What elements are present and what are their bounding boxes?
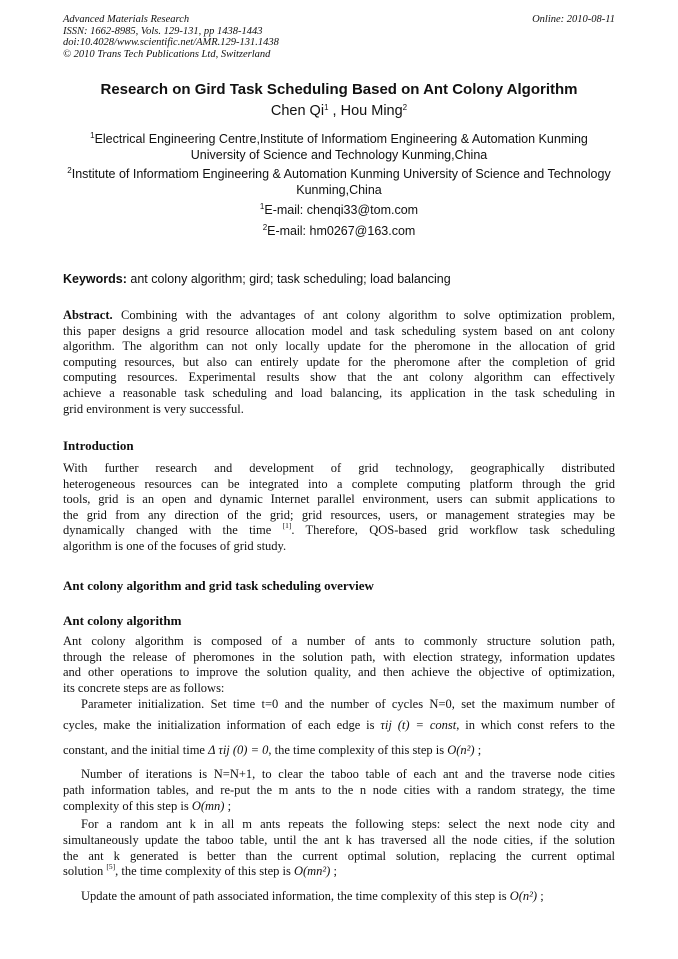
math-formula: O(n²) xyxy=(447,743,475,757)
math-formula: τij (t) = const xyxy=(380,718,457,732)
step-2-cont xyxy=(63,783,615,814)
affiliation-2-line2: Kunming,China xyxy=(296,183,382,197)
email-1-sup: 1 xyxy=(259,202,265,211)
intro-line: algorithm is one of the focuses of grid study. xyxy=(63,538,287,553)
keywords-text: ant colony algorithm; gird; task scheduling; load balancing xyxy=(126,272,451,286)
step-1-line: Parameter initialization. Set time t=0 and the number of cycles N=0, set the maximum number of xyxy=(81,697,615,711)
affiliation-2-sup: 2 xyxy=(67,166,72,175)
step-2-line: Number of iterations is N=N+1, to clear the taboo table of each ant and the traverse node cities xyxy=(81,767,615,781)
author-1-sup: 1 xyxy=(324,103,329,112)
email-1 xyxy=(0,203,678,217)
online-date: Online: 2010-08-11 xyxy=(532,14,615,25)
citation-ref: [1] xyxy=(282,521,292,531)
introduction-heading: Introduction xyxy=(63,438,134,453)
step-4-line: Update the amount of path associated information, the time complexity of this step is O(n²) ; xyxy=(81,889,544,903)
step-3-line: For a random ant k in all m ants repeats the following steps: select the next node city and xyxy=(81,817,615,831)
author-separator: , xyxy=(328,103,341,119)
step-3-line: simultaneously update the taboo table, until the ant k has traversed all the node cities, if the solution xyxy=(63,833,615,847)
abstract-line: computing resources. Experimental results show that the ant colony algorithm can effectively xyxy=(63,370,615,385)
email-2-text: E-mail: hm0267@163.com xyxy=(267,224,416,238)
journal-name: Advanced Materials Research xyxy=(63,14,190,25)
abstract-line: Abstract. Combining with the advantages of ant colony algorithm to solve optimization problem, xyxy=(63,308,615,322)
doi-line: doi:10.4028/www.scientific.net/AMR.129-131.1438 xyxy=(63,37,279,48)
abstract-line: achieve a reasonable task scheduling and load balancing, its application in the task scheduling in xyxy=(63,385,615,400)
step-1-line: constant, and the initial time Δ τij (0) = 0, the time complexity of this step is O(n²) ; xyxy=(63,743,482,757)
author-1: Chen Qi xyxy=(270,103,325,119)
affiliation-1-sup: 1 xyxy=(90,131,95,140)
body-line: through the release of pheromones in the solution path, with election strategy, information updates xyxy=(63,649,615,664)
math-formula: O(mn) xyxy=(191,798,225,813)
keywords-label: Keywords: xyxy=(63,272,127,286)
affiliation-1-line2: University of Science and Technology Kunming,China xyxy=(190,148,488,162)
subsection-heading: Ant colony algorithm xyxy=(63,613,182,628)
abstract xyxy=(63,308,615,417)
math-formula: O(n²) xyxy=(509,889,538,903)
intro-line: With further research and development of grid technology, geographically distributed xyxy=(63,461,615,475)
ant-colony-body xyxy=(63,634,615,696)
author-2: Hou Ming xyxy=(340,103,403,119)
step-1 xyxy=(63,697,615,713)
journal-header xyxy=(63,14,615,60)
step-4 xyxy=(63,889,615,905)
copyright-line: © 2010 Trans Tech Publications Ltd, Switzerland xyxy=(63,48,271,60)
step-1-line: cycles, make the initialization information of each edge is τij (t) = const, in which const refers to the xyxy=(63,718,615,732)
step-3-line: solution [5], the time complexity of this step is O(mn²) ; xyxy=(63,862,337,879)
author-2-sup: 2 xyxy=(402,103,408,112)
step-3-cont xyxy=(63,833,615,880)
paper-title: Research on Gird Task Scheduling Based on Ant Colony Algorithm xyxy=(100,81,578,98)
abstract-line: algorithm. The algorithm can not only locally update for the pheromone in the allocation of grid xyxy=(63,339,615,354)
math-formula: Δ τij (0) = 0 xyxy=(208,743,269,757)
abstract-label: Abstract. xyxy=(63,308,113,322)
email-2-sup: 2 xyxy=(262,223,268,232)
affiliation-2 xyxy=(63,166,615,198)
abstract-line: grid environment is very successful. xyxy=(63,401,244,416)
intro-line: tools, grid is an open and dynamic Internet parallel environment, users can submit applications to xyxy=(63,492,615,507)
introduction-body xyxy=(63,461,615,555)
step-3-line: the ant k generated is better than the current optimal solution, replacing the current optimal xyxy=(63,848,615,863)
affiliation-2-line1: Institute of Informatiom Engineering & Automation Kunming University of Science and Technology xyxy=(71,167,611,181)
step-2-line: complexity of this step is O(mn) ; xyxy=(63,798,232,813)
step-1-cont2 xyxy=(63,743,615,759)
step-2 xyxy=(63,767,615,783)
body-line: and other operations to improve the solution quality, and then achieve the objective of optimization, xyxy=(63,665,615,680)
step-2-line: path information tables, and re-put the m ants to the n node cities with a random strategy, the time xyxy=(63,783,615,797)
abstract-line: computing resources, but also can entirely update for the pheromone after the completion of grid xyxy=(63,354,615,369)
email-1-text: E-mail: chenqi33@tom.com xyxy=(264,203,419,217)
intro-line: dynamically changed with the time [1]. Therefore, QOS-based grid workflow task scheduling xyxy=(63,521,616,538)
step-1-cont xyxy=(63,718,615,734)
step-3 xyxy=(63,817,615,833)
section-heading: Ant colony algorithm and grid task scheduling overview xyxy=(63,578,374,593)
author-list xyxy=(0,103,678,119)
affiliation-1 xyxy=(63,131,615,163)
abstract-line: this paper designs a grid resource allocation model and task scheduling system based on ant colony xyxy=(63,323,615,338)
intro-line: heterogeneous resources can be integrated into a complete computing platform through the grid xyxy=(63,476,615,491)
affiliation-1-line1: Electrical Engineering Centre,Institute of Informatiom Engineering & Automation Kunming xyxy=(94,132,588,146)
intro-line: the grid from any direction of the grid; grid resources, users, or management strategies may be xyxy=(63,507,615,522)
issn-line: ISSN: 1662-8985, Vols. 129-131, pp 1438-1443 xyxy=(63,25,263,37)
body-line: its concrete steps are as follows: xyxy=(63,680,225,695)
body-line: Ant colony algorithm is composed of a number of ants to commonly structure solution path, xyxy=(63,634,615,648)
keywords xyxy=(63,272,615,286)
math-formula: O(mn²) xyxy=(293,864,331,879)
email-2 xyxy=(0,224,678,238)
citation-ref: [5] xyxy=(106,862,116,872)
